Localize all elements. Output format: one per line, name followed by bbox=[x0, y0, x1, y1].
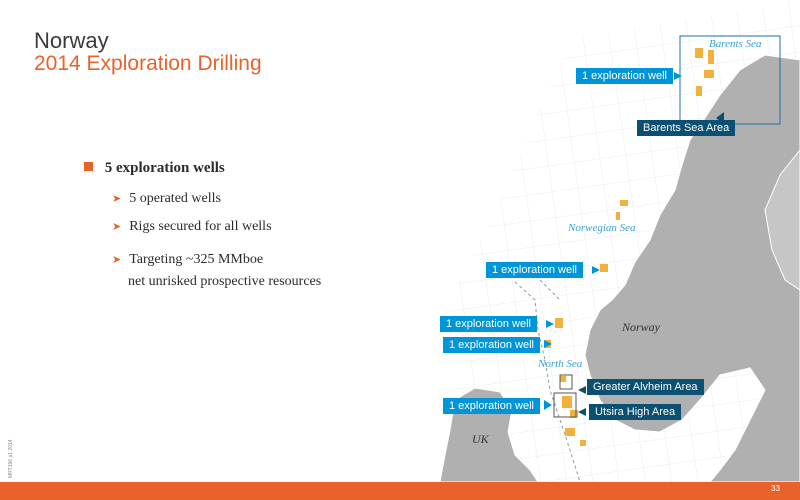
arrow-bullet-icon: ➤ bbox=[112, 192, 122, 205]
bullet-sub-text: Rigs secured for all wells bbox=[129, 219, 272, 234]
orange-square-bullet-icon bbox=[84, 162, 93, 171]
callout-north-well-1: 1 exploration well bbox=[440, 316, 537, 332]
sea-label-north: North Sea bbox=[538, 358, 583, 370]
callout-norwegian-well: 1 exploration well bbox=[486, 262, 583, 278]
footer-bar bbox=[0, 482, 800, 500]
bullet-main bbox=[84, 160, 225, 177]
bullet-sub-3-cont bbox=[128, 274, 321, 290]
bullet-sub-text: 5 operated wells bbox=[129, 191, 221, 206]
callout-utsira-area: Utsira High Area bbox=[589, 404, 681, 420]
bullet-main-text: 5 exploration wells bbox=[104, 160, 225, 176]
callout-greater-alvheim: Greater Alvheim Area bbox=[587, 379, 704, 395]
arrow-bullet-icon: ➤ bbox=[112, 220, 122, 233]
bullet-sub-2 bbox=[112, 219, 272, 235]
bullet-sub-3 bbox=[112, 252, 263, 268]
callout-barents-well: 1 exploration well bbox=[576, 68, 673, 84]
arrow-bullet-icon: ➤ bbox=[112, 253, 122, 266]
page-title: Norway bbox=[34, 28, 109, 53]
callout-barents-area: Barents Sea Area bbox=[637, 120, 735, 136]
bullet-sub-text: Targeting ~325 MMboe bbox=[129, 252, 264, 267]
callout-utsira-well: 1 exploration well bbox=[443, 398, 540, 414]
bullet-sub-text-cont: net unrisked prospective resources bbox=[128, 274, 322, 289]
sea-label-barents: Barents Sea bbox=[709, 38, 762, 50]
bullet-sub-1 bbox=[112, 191, 221, 207]
page-number: 33 bbox=[771, 484, 780, 493]
document-code: MRT196 p1 2014 bbox=[8, 439, 14, 478]
sea-label-norwegian: Norwegian Sea bbox=[568, 222, 636, 234]
callout-north-well-2: 1 exploration well bbox=[443, 337, 540, 353]
country-label-norway: Norway bbox=[622, 320, 661, 334]
page-subtitle: 2014 Exploration Drilling bbox=[34, 52, 262, 75]
country-label-uk: UK bbox=[472, 432, 489, 446]
